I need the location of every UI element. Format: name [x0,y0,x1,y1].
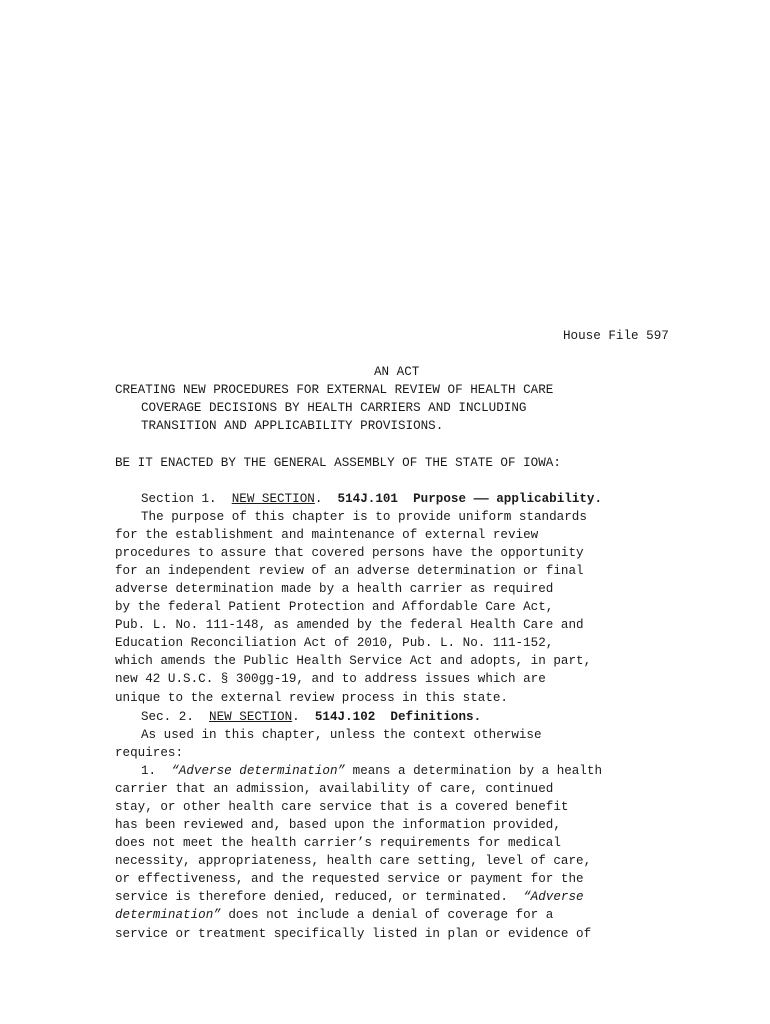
defined-term: “Adverse determination” [171,764,346,778]
body-line: unique to the external review process in this state. [115,691,508,705]
body-line [115,888,584,906]
body-line: The purpose of this chapter is to provide uniform standards [141,510,587,524]
body-line: new 42 U.S.C. § 300gg-19, and to address issues which are [115,672,546,686]
body-line: carrier that an admission, availability of care, continued [115,782,554,796]
section-title: 514J.102 Definitions. [314,710,482,724]
body-line: adverse determination made by a health carrier as required [115,582,554,596]
body-line: stay, or other health care service that is a covered benefit [115,800,569,814]
item-number: 1. [141,764,157,778]
body-line: does not meet the health carrier’s requirements for medical [115,836,561,850]
section-1-heading: Section 1. NEW SECTION. 514J.101 Purpose —— applicability. [141,492,603,506]
defined-term: determination” [115,908,221,922]
body-line: which amends the Public Health Service Act and adopts, in part, [115,654,592,668]
section-2-heading: Sec. 2. NEW SECTION. 514J.102 Definitions. [141,710,482,724]
definition-text: does not include a denial of coverage for a [220,908,554,922]
body-line: As used in this chapter, unless the context otherwise [141,728,542,742]
bill-number: House File 597 [563,329,669,343]
body-line: for an independent review of an adverse determination or final [115,564,584,578]
definition-1-first-line [141,762,602,780]
definition-text: service is therefore denied, reduced, or terminated. [115,890,524,904]
body-line: Pub. L. No. 111-148, as amended by the federal Health Care and [115,618,584,632]
body-line: service or treatment specifically listed in plan or evidence of [115,927,592,941]
body-line [115,906,553,924]
new-section-marker: NEW SECTION [231,492,315,506]
act-caption-line: CREATING NEW PROCEDURES FOR EXTERNAL REVIEW OF HEALTH CARE [115,383,554,397]
body-line: for the establishment and maintenance of external review [115,528,539,542]
new-section-marker: NEW SECTION [209,710,293,724]
definition-text: means a determination by a health [345,764,603,778]
defined-term: “Adverse [523,890,584,904]
body-line: Education Reconciliation Act of 2010, Pub. L. No. 111-152, [115,636,554,650]
section-label: Section 1. [141,492,217,506]
body-line: has been reviewed and, based upon the information provided, [115,818,561,832]
body-line: or effectiveness, and the requested service or payment for the [115,872,584,886]
section-title: 514J.101 Purpose —— applicability. [337,492,603,506]
body-line: requires: [115,746,184,760]
act-title: AN ACT [374,365,420,379]
body-line: necessity, appropriateness, health care setting, level of care, [115,854,592,868]
section-label: Sec. 2. [141,710,194,724]
body-line: by the federal Patient Protection and Affordable Care Act, [115,600,554,614]
act-caption-line: TRANSITION AND APPLICABILITY PROVISIONS. [141,419,444,433]
act-caption-line: COVERAGE DECISIONS BY HEALTH CARRIERS AND INCLUDING [141,401,527,415]
body-line: procedures to assure that covered persons have the opportunity [115,546,584,560]
enacting-clause: BE IT ENACTED BY THE GENERAL ASSEMBLY OF THE STATE OF IOWA: [115,456,561,470]
